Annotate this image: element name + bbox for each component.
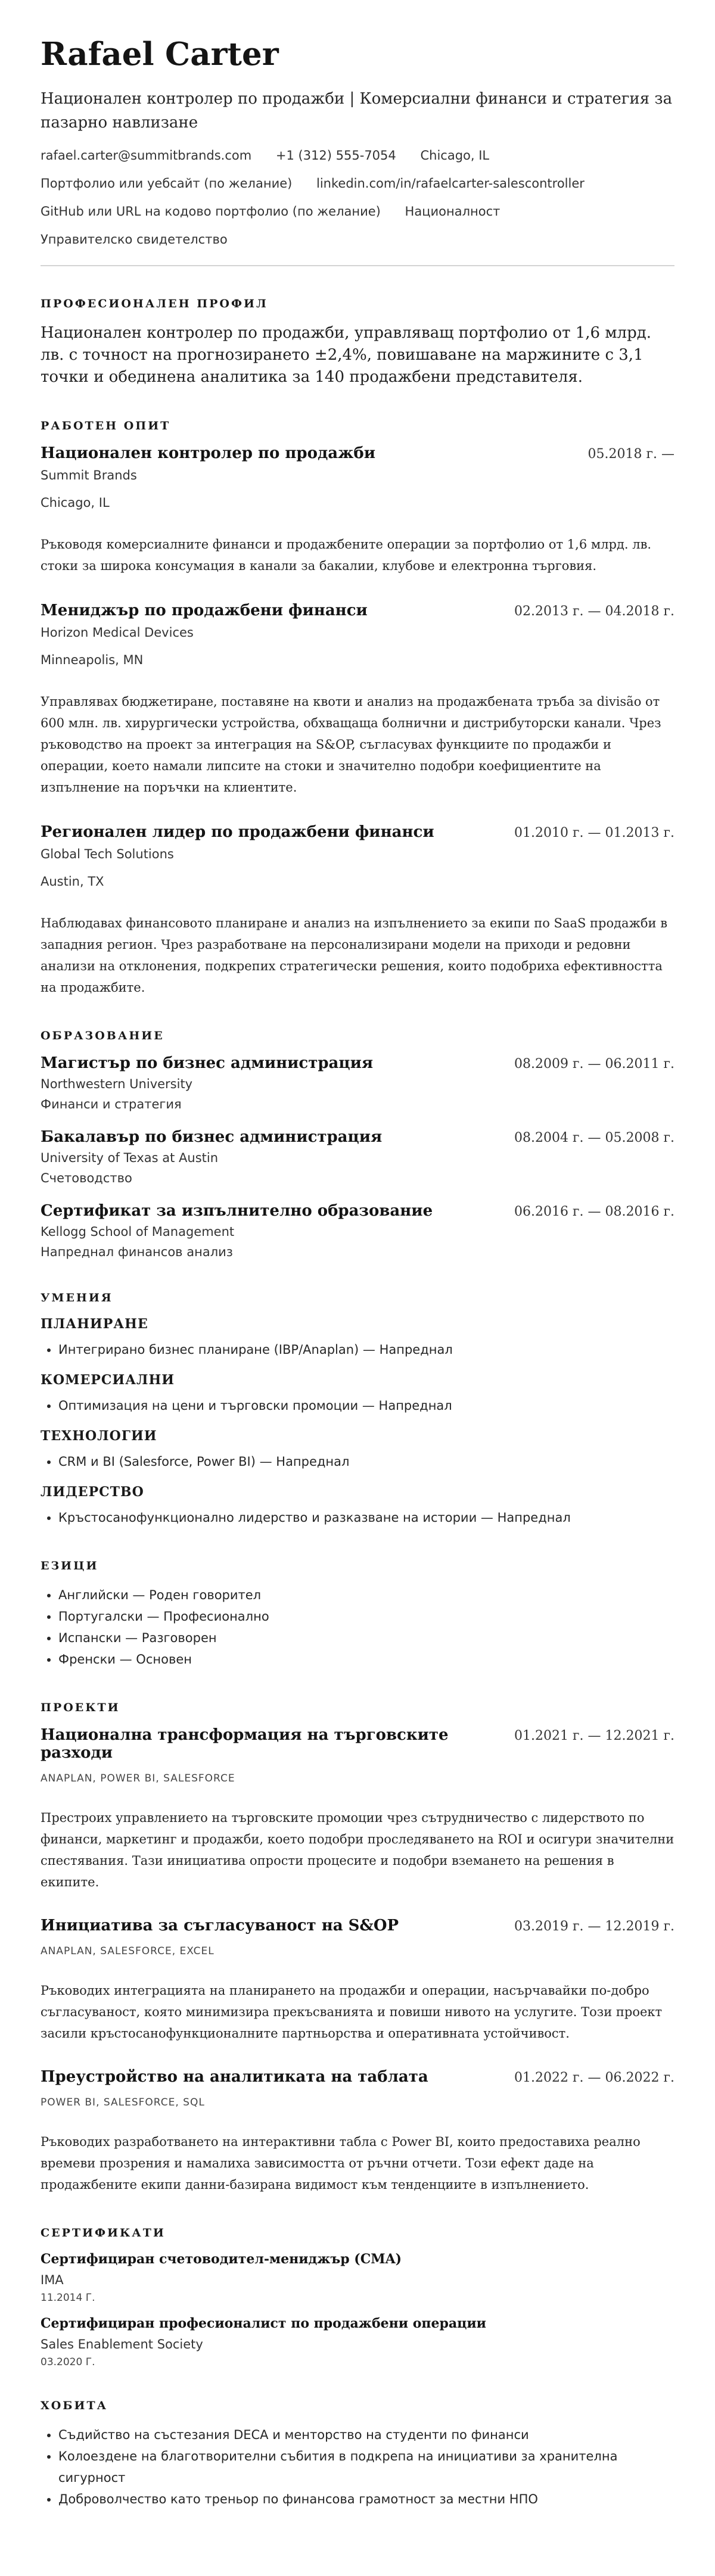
- project-entry: [41, 1917, 674, 2044]
- hobby-item: • Доброволчество като треньор по финансова грамотност за местни НПО: [58, 2488, 674, 2510]
- job-title: Регионален лидер по продажбени финанси: [41, 823, 434, 842]
- project-tech: ANAPLAN, SALESFORCE, EXCEL: [41, 1945, 214, 1958]
- skill-item: • Оптимизация на цени и търговски промоции — Напреднал: [58, 1395, 674, 1416]
- job-location: Chicago, IL: [41, 496, 110, 510]
- education-entry: [41, 1054, 674, 1113]
- job-company: Global Tech Solutions: [41, 847, 174, 862]
- language-item: • Португалски — Професионално: [58, 1606, 674, 1627]
- skills-list: [41, 1316, 674, 1528]
- section-title-certifications: СЕРТИФИКАТИ: [41, 2226, 166, 2240]
- hobby-item: • Съдийство на състезания DECA и менторство на студенти по финанси: [58, 2424, 674, 2446]
- degree-dates: 08.2009 г. — 06.2011 г.: [514, 1057, 674, 1072]
- job-dates: 02.2013 г. — 04.2018 г.: [514, 604, 674, 619]
- contact-linkedin[interactable]: linkedin.com/in/rafaelcarter-salescontroller: [316, 176, 585, 191]
- education-entry: [41, 1202, 674, 1260]
- certification-name: Сертифициран професионалист по продажбени операции: [41, 2316, 486, 2332]
- section-title-skills: УМЕНИЯ: [41, 1291, 113, 1305]
- section-title-hobbies: ХОБИТА: [41, 2399, 108, 2413]
- skill-category: ТЕХНОЛОГИИ: [41, 1428, 157, 1444]
- skill-items: [41, 1339, 674, 1360]
- language-item: • Испански — Разговорен: [58, 1627, 674, 1649]
- degree-field: Финанси и стратегия: [41, 1097, 182, 1112]
- contact-portfolio[interactable]: Портфолио или уебсайт (по желание): [41, 176, 293, 191]
- project-tech: POWER BI, SALESFORCE, SQL: [41, 2097, 205, 2109]
- contact-location: Chicago, IL: [420, 148, 490, 163]
- certification-date: 11.2014 Г.: [41, 2292, 95, 2304]
- project-entry: [41, 1726, 674, 1893]
- school-name: University of Texas at Austin: [41, 1151, 219, 1166]
- skill-category: ПЛАНИРАНЕ: [41, 1316, 148, 1332]
- candidate-name: Rafael Carter: [41, 36, 279, 73]
- job-description: Ръководя комерсиалните финанси и продажбените операции за портфолио от 1,6 млрд. лв. стоки за широка консумация в канали за бакалии, клубове и електронна търговия.: [41, 537, 652, 574]
- school-name: Kellogg School of Management: [41, 1225, 235, 1239]
- section-title-education: ОБРАЗОВАНИЕ: [41, 1029, 164, 1043]
- hobby-item: • Колоездене на благотворителни събития в подкрепа на инициативи за хранителна сигурност: [58, 2446, 674, 2488]
- certifications-list: [41, 2251, 674, 2368]
- hobbies-list: [41, 2424, 674, 2510]
- section-title-experience: РАБОТЕН ОПИТ: [41, 419, 171, 433]
- project-name: Преустройство на аналитиката на таблата: [41, 2068, 428, 2086]
- education-entry: [41, 1128, 674, 1186]
- certification-date: 03.2020 Г.: [41, 2356, 95, 2369]
- experience-list: [41, 444, 674, 998]
- school-name: Northwestern University: [41, 1077, 193, 1092]
- contact-github[interactable]: GitHub или URL на кодово портфолио (по желание): [41, 204, 381, 219]
- project-dates: 01.2021 г. — 12.2021 г.: [514, 1728, 674, 1744]
- project-name: Национална трансформация на търговските разходи: [41, 1726, 449, 1762]
- certification-entry: [41, 2251, 674, 2304]
- section-title-projects: ПРОЕКТИ: [41, 1701, 120, 1715]
- job-title: Национален контролер по продажби: [41, 444, 375, 463]
- skill-category: КОМЕРСИАЛНИ: [41, 1372, 175, 1388]
- language-item: • Френски — Основен: [58, 1649, 674, 1670]
- skill-items: [41, 1507, 674, 1528]
- contact-email[interactable]: rafael.carter@summitbrands.com: [41, 148, 252, 163]
- degree-field: Счетоводство: [41, 1171, 132, 1186]
- project-description: Ръководих разработването на интерактивни табла с Power BI, които предоставиха реално времеви прозрения и намалиха зависимостта от ръчни отчети. Този ефект даде на продажбените екипи данни-базирана видимост към тенденциите в изпълнението.: [41, 2135, 641, 2192]
- contact-row-extra: [41, 203, 674, 220]
- skill-items: [41, 1451, 674, 1472]
- contact-row-links: [41, 175, 674, 192]
- candidate-headline: Национален контролер по продажби | Комерсиални финанси и стратегия за пазарно навлизане: [41, 90, 673, 132]
- certification-issuer: Sales Enablement Society: [41, 2337, 203, 2352]
- experience-entry: [41, 602, 674, 798]
- profile-summary: Национален контролер по продажби, управляващ портфолио от 1,6 млрд. лв. с точност на прогнозирането ±2,4%, повишаване на маржините с 3,1 точки и обединена аналитика за 140 продажбени представителя.: [41, 324, 651, 387]
- skill-item: • Интегрирано бизнес планиране (IBP/Anaplan) — Напреднал: [58, 1339, 674, 1360]
- project-entry: [41, 2068, 674, 2195]
- section-title-profile: ПРОФЕСИОНАЛЕН ПРОФИЛ: [41, 297, 268, 311]
- degree-dates: 06.2016 г. — 08.2016 г.: [514, 1204, 674, 1220]
- degree-title: Бакалавър по бизнес администрация: [41, 1128, 383, 1147]
- education-list: [41, 1054, 674, 1260]
- job-company: Horizon Medical Devices: [41, 625, 194, 640]
- projects-list: [41, 1726, 674, 2195]
- degree-title: Сертификат за изпълнително образование: [41, 1202, 433, 1220]
- project-dates: 01.2022 г. — 06.2022 г.: [514, 2070, 674, 2086]
- contact-nationality: Националност: [405, 204, 500, 219]
- header-divider: [41, 265, 674, 266]
- job-location: Minneapolis, MN: [41, 653, 144, 668]
- contact-clearance: Управителско свидетелство: [41, 232, 228, 247]
- section-title-languages: ЕЗИЦИ: [41, 1559, 99, 1573]
- degree-dates: 08.2004 г. — 05.2008 г.: [514, 1130, 674, 1146]
- skill-items: [41, 1395, 674, 1416]
- job-title: Мениджър по продажбени финанси: [41, 602, 368, 620]
- project-description: Престроих управлението на търговските промоции чрез сътрудничество с лидерството по финанси, маркетинг и продажби, което подобри проследяването на ROI и осигури значителни спестявания. Тази инициатива опрости процесите и подобри вземането на решения в екипите.: [41, 1811, 674, 1890]
- project-tech: ANAPLAN, POWER BI, SALESFORCE: [41, 1773, 235, 1785]
- skill-category: ЛИДЕРСТВО: [41, 1484, 144, 1500]
- project-dates: 03.2019 г. — 12.2019 г.: [514, 1919, 674, 1935]
- experience-entry: [41, 823, 674, 998]
- languages-list: [41, 1584, 674, 1670]
- certification-entry: [41, 2316, 674, 2368]
- job-company: Summit Brands: [41, 468, 137, 483]
- job-dates: 05.2018 г. —: [587, 447, 674, 462]
- job-dates: 01.2010 г. — 01.2013 г.: [514, 826, 674, 841]
- skill-item: • Кръстосанофункционално лидерство и разказване на истории — Напреднал: [58, 1507, 674, 1528]
- job-description: Управлявах бюджетиране, поставяне на квоти и анализ на продажбената тръба за divisão от 600 млн. лв. хирургически устройства, обхващаща болнични и дистрибуторски канали. Чрез ръководство на проект за интеграция на S&OP, съгласувах функциите по продажби и операции, което намали липсите на стоки и значително подобри коефициентите на изпълнение на поръчки на клиентите.: [41, 694, 661, 795]
- project-description: Ръководих интеграцията на планирането на продажби и операции, насърчавайки по-добро съгласуваност, която минимизира прекъсванията и повиши нивото на услугите. Този проект засили кръстосанофункционалните партньорства и оперативната устойчивост.: [41, 1983, 663, 2041]
- degree-field: Напреднал финансов анализ: [41, 1245, 233, 1260]
- job-description: Наблюдавах финансовото планиране и анализ на изпълнението за екипи по SaaS продажби в западния регион. Чрез разработване на персонализирани модели на приходи и редовни анализи на отклонения, подкрепих стратегически решения, които подобриха ефективността на продажбите.: [41, 916, 668, 995]
- certification-name: Сертифициран счетоводител-мениджър (CMA): [41, 2251, 402, 2267]
- job-location: Austin, TX: [41, 874, 104, 889]
- certification-issuer: IMA: [41, 2273, 64, 2288]
- skill-item: • CRM и BI (Salesforce, Power BI) — Напреднал: [58, 1451, 674, 1472]
- contact-phone[interactable]: +1 (312) 555-7054: [275, 148, 396, 163]
- language-item: • Английски — Роден говорител: [58, 1584, 674, 1606]
- contact-row-primary: [41, 147, 674, 164]
- contact-row-clearance: [41, 230, 674, 248]
- degree-title: Магистър по бизнес администрация: [41, 1054, 374, 1073]
- experience-entry: [41, 444, 674, 577]
- project-name: Инициатива за съгласуваност на S&OP: [41, 1917, 399, 1935]
